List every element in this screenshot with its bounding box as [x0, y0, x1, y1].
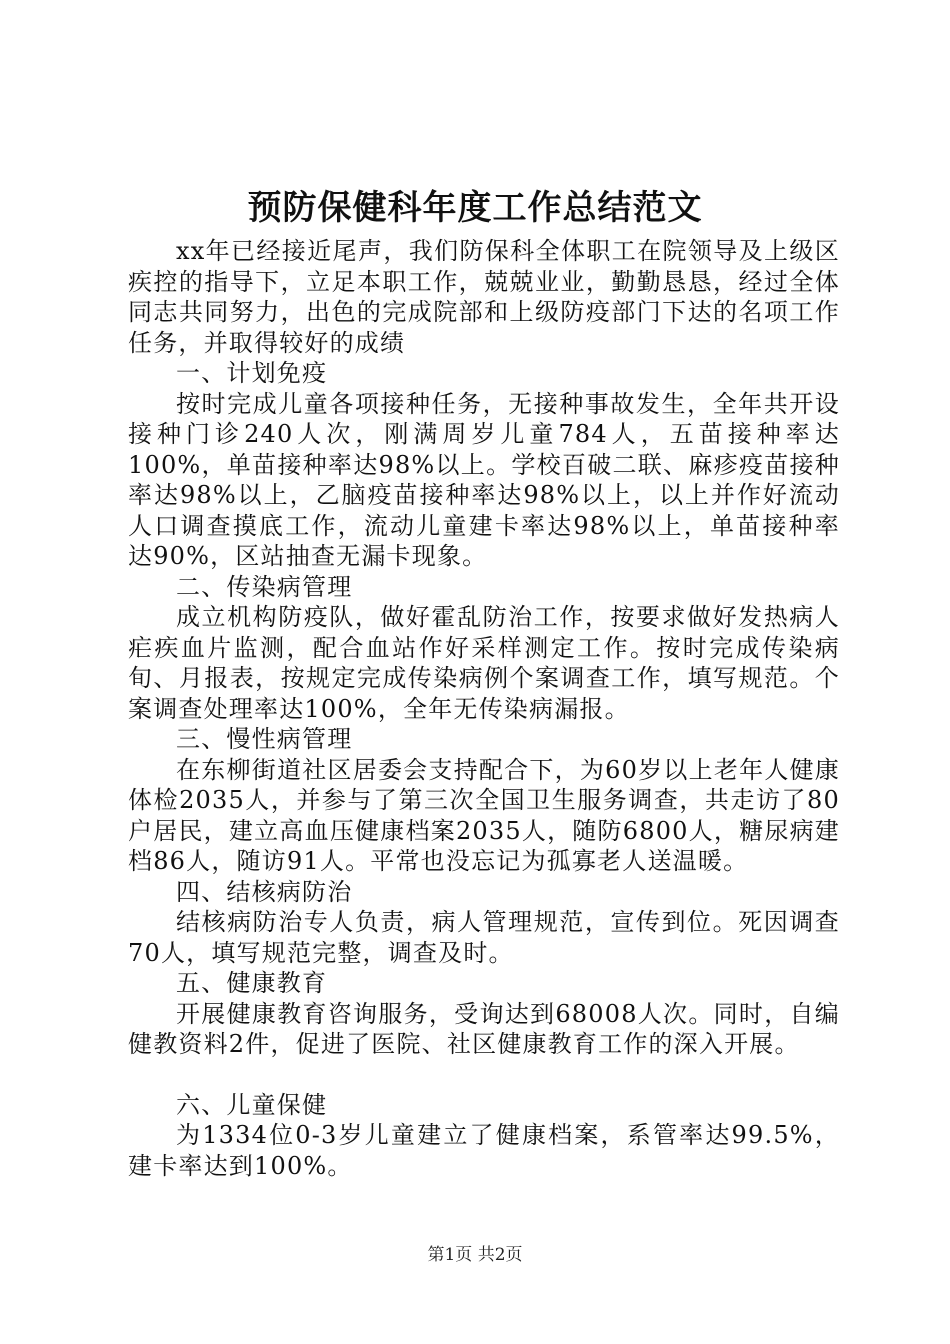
section-heading-immunization: 一、计划免疫: [176, 359, 328, 387]
paragraph-gap: [128, 1060, 840, 1090]
section-text-tuberculosis: 结核病防治专人负责，病人管理规范，宣传到位。死因调查70人，填写规范完整，调查及时。: [128, 908, 840, 967]
document-title: 预防保健科年度工作总结范文: [247, 188, 703, 228]
section-heading-chronic-disease: 三、慢性病管理: [176, 725, 353, 753]
section-heading-child-health: 六、儿童保健: [176, 1090, 328, 1119]
section-text-chronic-disease: 在东柳街道社区居委会支持配合下，为60岁以上老年人健康体检2035人，并参与了第三次全国卫生服务调查，共走访了80户居民，建立高血压健康档案2035人，随防6800人，糖尿病建档86人，随访91人。平常也没忘记为孤寡老人送温暖。: [128, 755, 840, 875]
page-number-footer: 第1页 共2页: [427, 1245, 523, 1265]
section-text-infectious-disease: 成立机构防疫队，做好霍乱防治工作，按要求做好发热病人疟疾血片监测，配合血站作好采样测定工作。按时完成传染病旬、月报表，按规定完成传染病例个案调查工作，填写规范。个案调查处理率达100%，全年无传染病漏报。: [128, 603, 840, 723]
section-heading-tuberculosis: 四、结核病防治: [176, 877, 353, 906]
intro-paragraph: xx年已经接近尾声，我们防保科全体职工在院领导及上级区疾控的指导下，立足本职工作，兢兢业业，勤勤恳恳，经过全体同志共同努力，出色的完成院部和上级防疫部门下达的名项工作任务，并取得较好的成绩: [128, 237, 840, 357]
section-text-child-health: 为1334位0-3岁儿童建立了健康档案，系管率达99.5%，建卡率达到100%。: [128, 1121, 840, 1180]
section-heading-infectious-disease: 二、传染病管理: [176, 572, 353, 601]
section-text-immunization: 按时完成儿童各项接种任务，无接种事故发生，全年共开设接种门诊240人次，刚满周岁儿童784人，五苗接种率达100%，单苗接种率达98%以上。学校百破二联、麻疹疫苗接种率达98%以上，乙脑疫苗接种率达98%以上，以上并作好流动人口调查摸底工作，流动儿童建卡率达98%以上，单苗接种率达90%，区站抽查无漏卡现象。: [128, 389, 840, 570]
document-body: [128, 236, 840, 1181]
section-heading-health-education: 五、健康教育: [176, 969, 328, 997]
section-text-health-education: 开展健康教育咨询服务，受询达到68008人次。同时，自编健教资料2件，促进了医院、社区健康教育工作的深入开展。: [128, 999, 840, 1058]
